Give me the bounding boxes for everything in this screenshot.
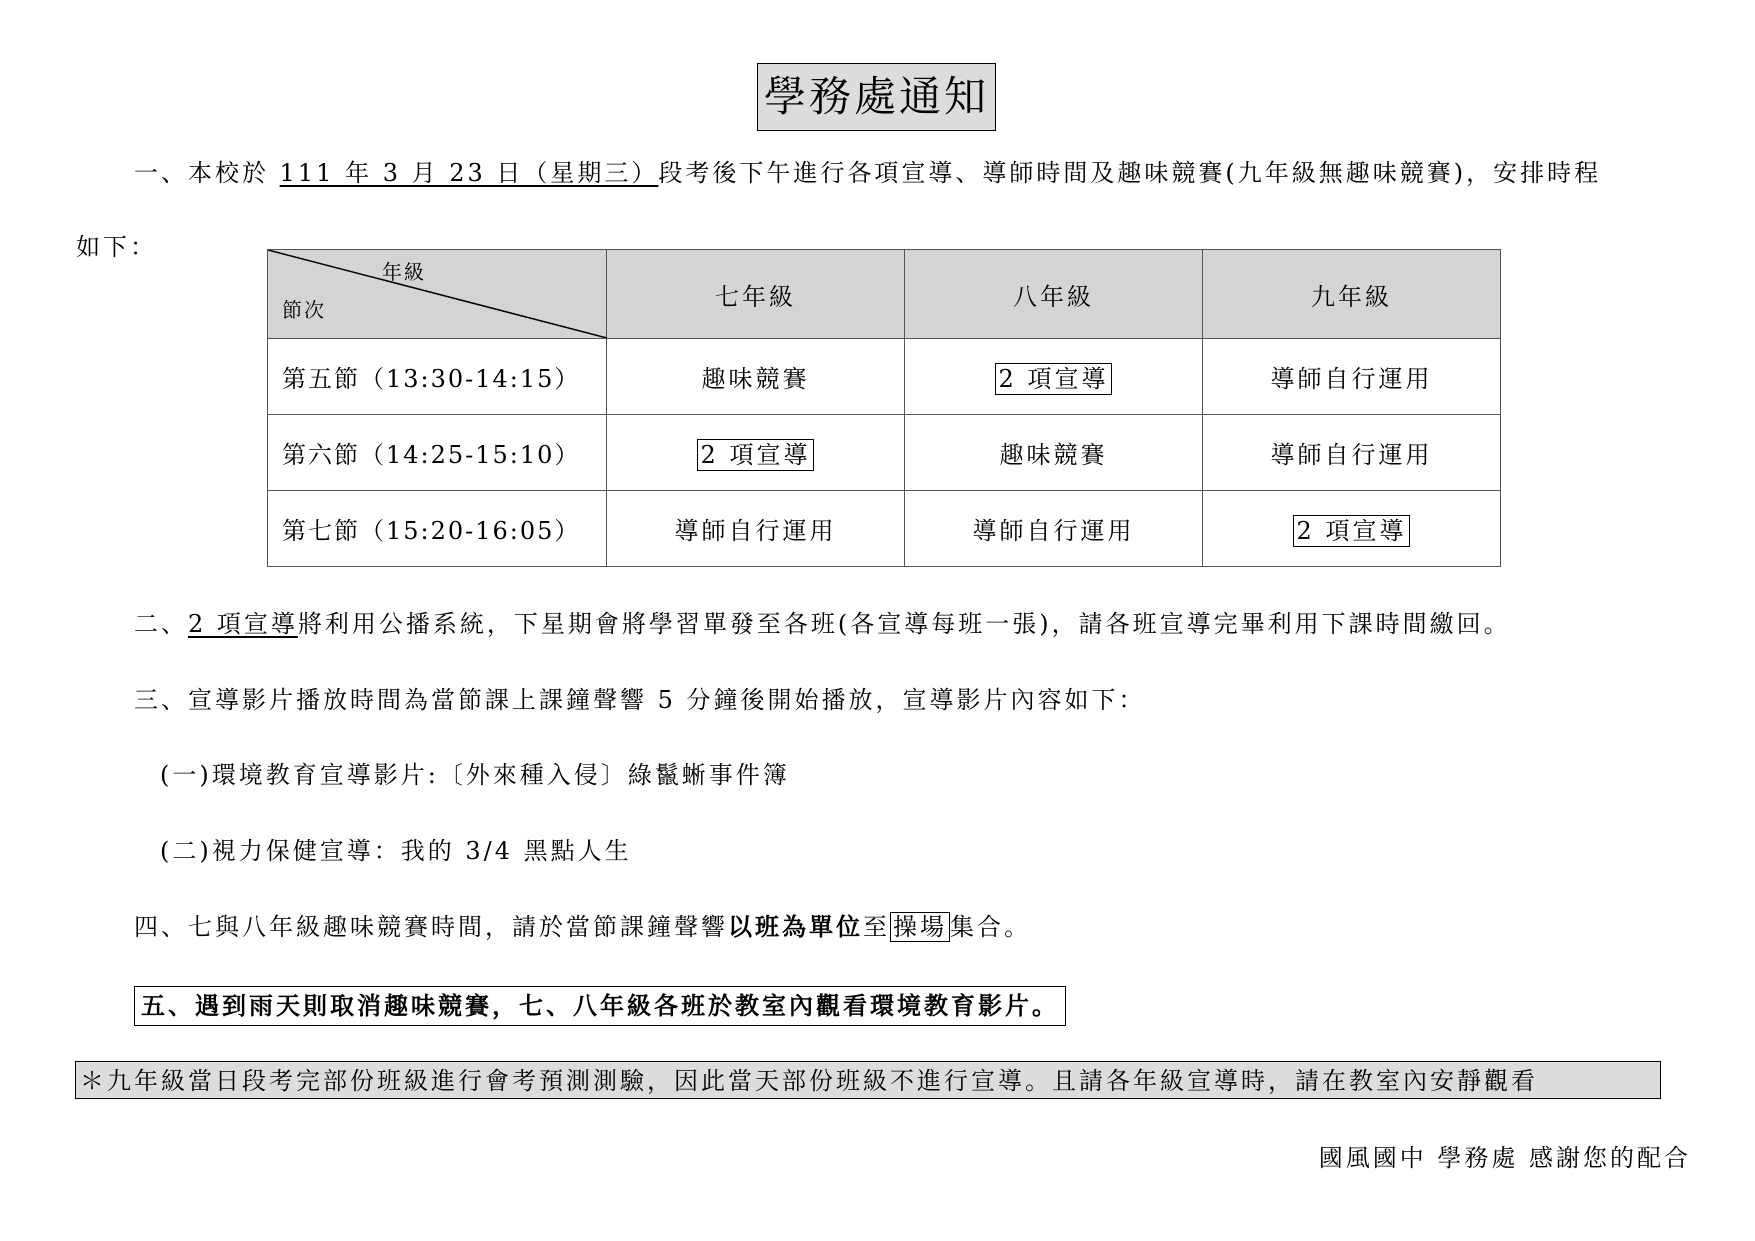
- cell-text-boxed: 2 項宣導: [1293, 515, 1411, 547]
- period-cell: 第五節（13:30-14:15）: [268, 339, 607, 415]
- table-cell: [607, 491, 905, 567]
- notice-title: 學務處通知: [757, 63, 996, 131]
- item-1-prefix: 一、本校於: [134, 159, 269, 187]
- item-1-continuation: 如下：: [76, 233, 157, 261]
- table-row: [268, 415, 1501, 491]
- table-header-row: [268, 250, 1501, 339]
- cell-text: 導師自行運用: [972, 517, 1135, 545]
- item-3-sub-2: (二)視力保健宣導：我的 3/4 黑點人生: [160, 837, 632, 865]
- table-cell: [607, 339, 905, 415]
- cell-text-boxed: 2 項宣導: [995, 363, 1113, 395]
- item-3-line: 三、宣導影片播放時間為當節課上課鐘聲響 5 分鐘後開始播放，宣導影片內容如下：: [134, 686, 1146, 714]
- cell-text-boxed: 2 項宣導: [697, 439, 815, 471]
- item-4-prefix: 四、七與八年級趣味競賽時間，請於當節課鐘聲響: [134, 913, 728, 941]
- header-grade-7: 七年級: [607, 250, 905, 339]
- corner-grade-label: 年級: [382, 260, 426, 284]
- cell-text: 趣味競賽: [701, 365, 810, 393]
- table-cell: [1203, 415, 1501, 491]
- item-2-rest: 將利用公播系統，下星期會將學習單發至各班(各宣導每班一張)，請各班宣導完畢利用下課時間繳回。: [297, 610, 1511, 638]
- signature: 國風國中 學務處 感謝您的配合: [1318, 1144, 1691, 1172]
- item-1-rest: 段考後下午進行各項宣導、導師時間及趣味競賽(九年級無趣味競賽)，安排時程: [658, 159, 1602, 187]
- item-1-line: [134, 156, 1601, 190]
- header-grade-9: 九年級: [1203, 250, 1501, 339]
- grade-9-note: ＊九年級當日段考完部份班級進行會考預測測驗，因此當天部份班級不進行宣導。且請各年級宣導時，請在教室內安靜觀看: [75, 1061, 1661, 1099]
- item-4-bold: 以班為單位: [728, 912, 863, 941]
- item-4-mid: 至: [863, 913, 890, 941]
- item-4-boxed: 操場: [890, 912, 950, 942]
- cell-text: 導師自行運用: [1270, 365, 1433, 393]
- table-cell: [1203, 491, 1501, 567]
- table-cell: [607, 415, 905, 491]
- table-row: [268, 339, 1501, 415]
- table-cell: [1203, 339, 1501, 415]
- item-1-date: 111 年 3 月 23 日（星期三）: [279, 159, 659, 187]
- table-corner-cell: [268, 250, 607, 339]
- item-3-sub-1: (一)環境教育宣導影片:〔外來種入侵〕綠鬣蜥事件簿: [160, 761, 790, 789]
- period-cell: 第七節（15:20-16:05）: [268, 491, 607, 567]
- period-cell: 第六節（14:25-15:10）: [268, 415, 607, 491]
- table-row: [268, 491, 1501, 567]
- item-5-rain-notice: 五、遇到雨天則取消趣味競賽，七、八年級各班於教室內觀看環境教育影片。: [134, 986, 1066, 1026]
- table-cell: [905, 415, 1203, 491]
- corner-period-label: 節次: [282, 298, 326, 322]
- item-2-prefix: 二、: [134, 610, 188, 638]
- cell-text: 趣味競賽: [999, 441, 1108, 469]
- item-4-line: [134, 910, 1031, 944]
- table-cell: [905, 491, 1203, 567]
- schedule-table: [267, 249, 1501, 567]
- cell-text: 導師自行運用: [674, 517, 837, 545]
- item-2-line: [134, 607, 1511, 641]
- header-grade-8: 八年級: [905, 250, 1203, 339]
- item-4-suffix: 集合。: [950, 913, 1031, 941]
- table-cell: [905, 339, 1203, 415]
- item-2-underlined: 2 項宣導: [188, 610, 298, 638]
- cell-text: 導師自行運用: [1270, 441, 1433, 469]
